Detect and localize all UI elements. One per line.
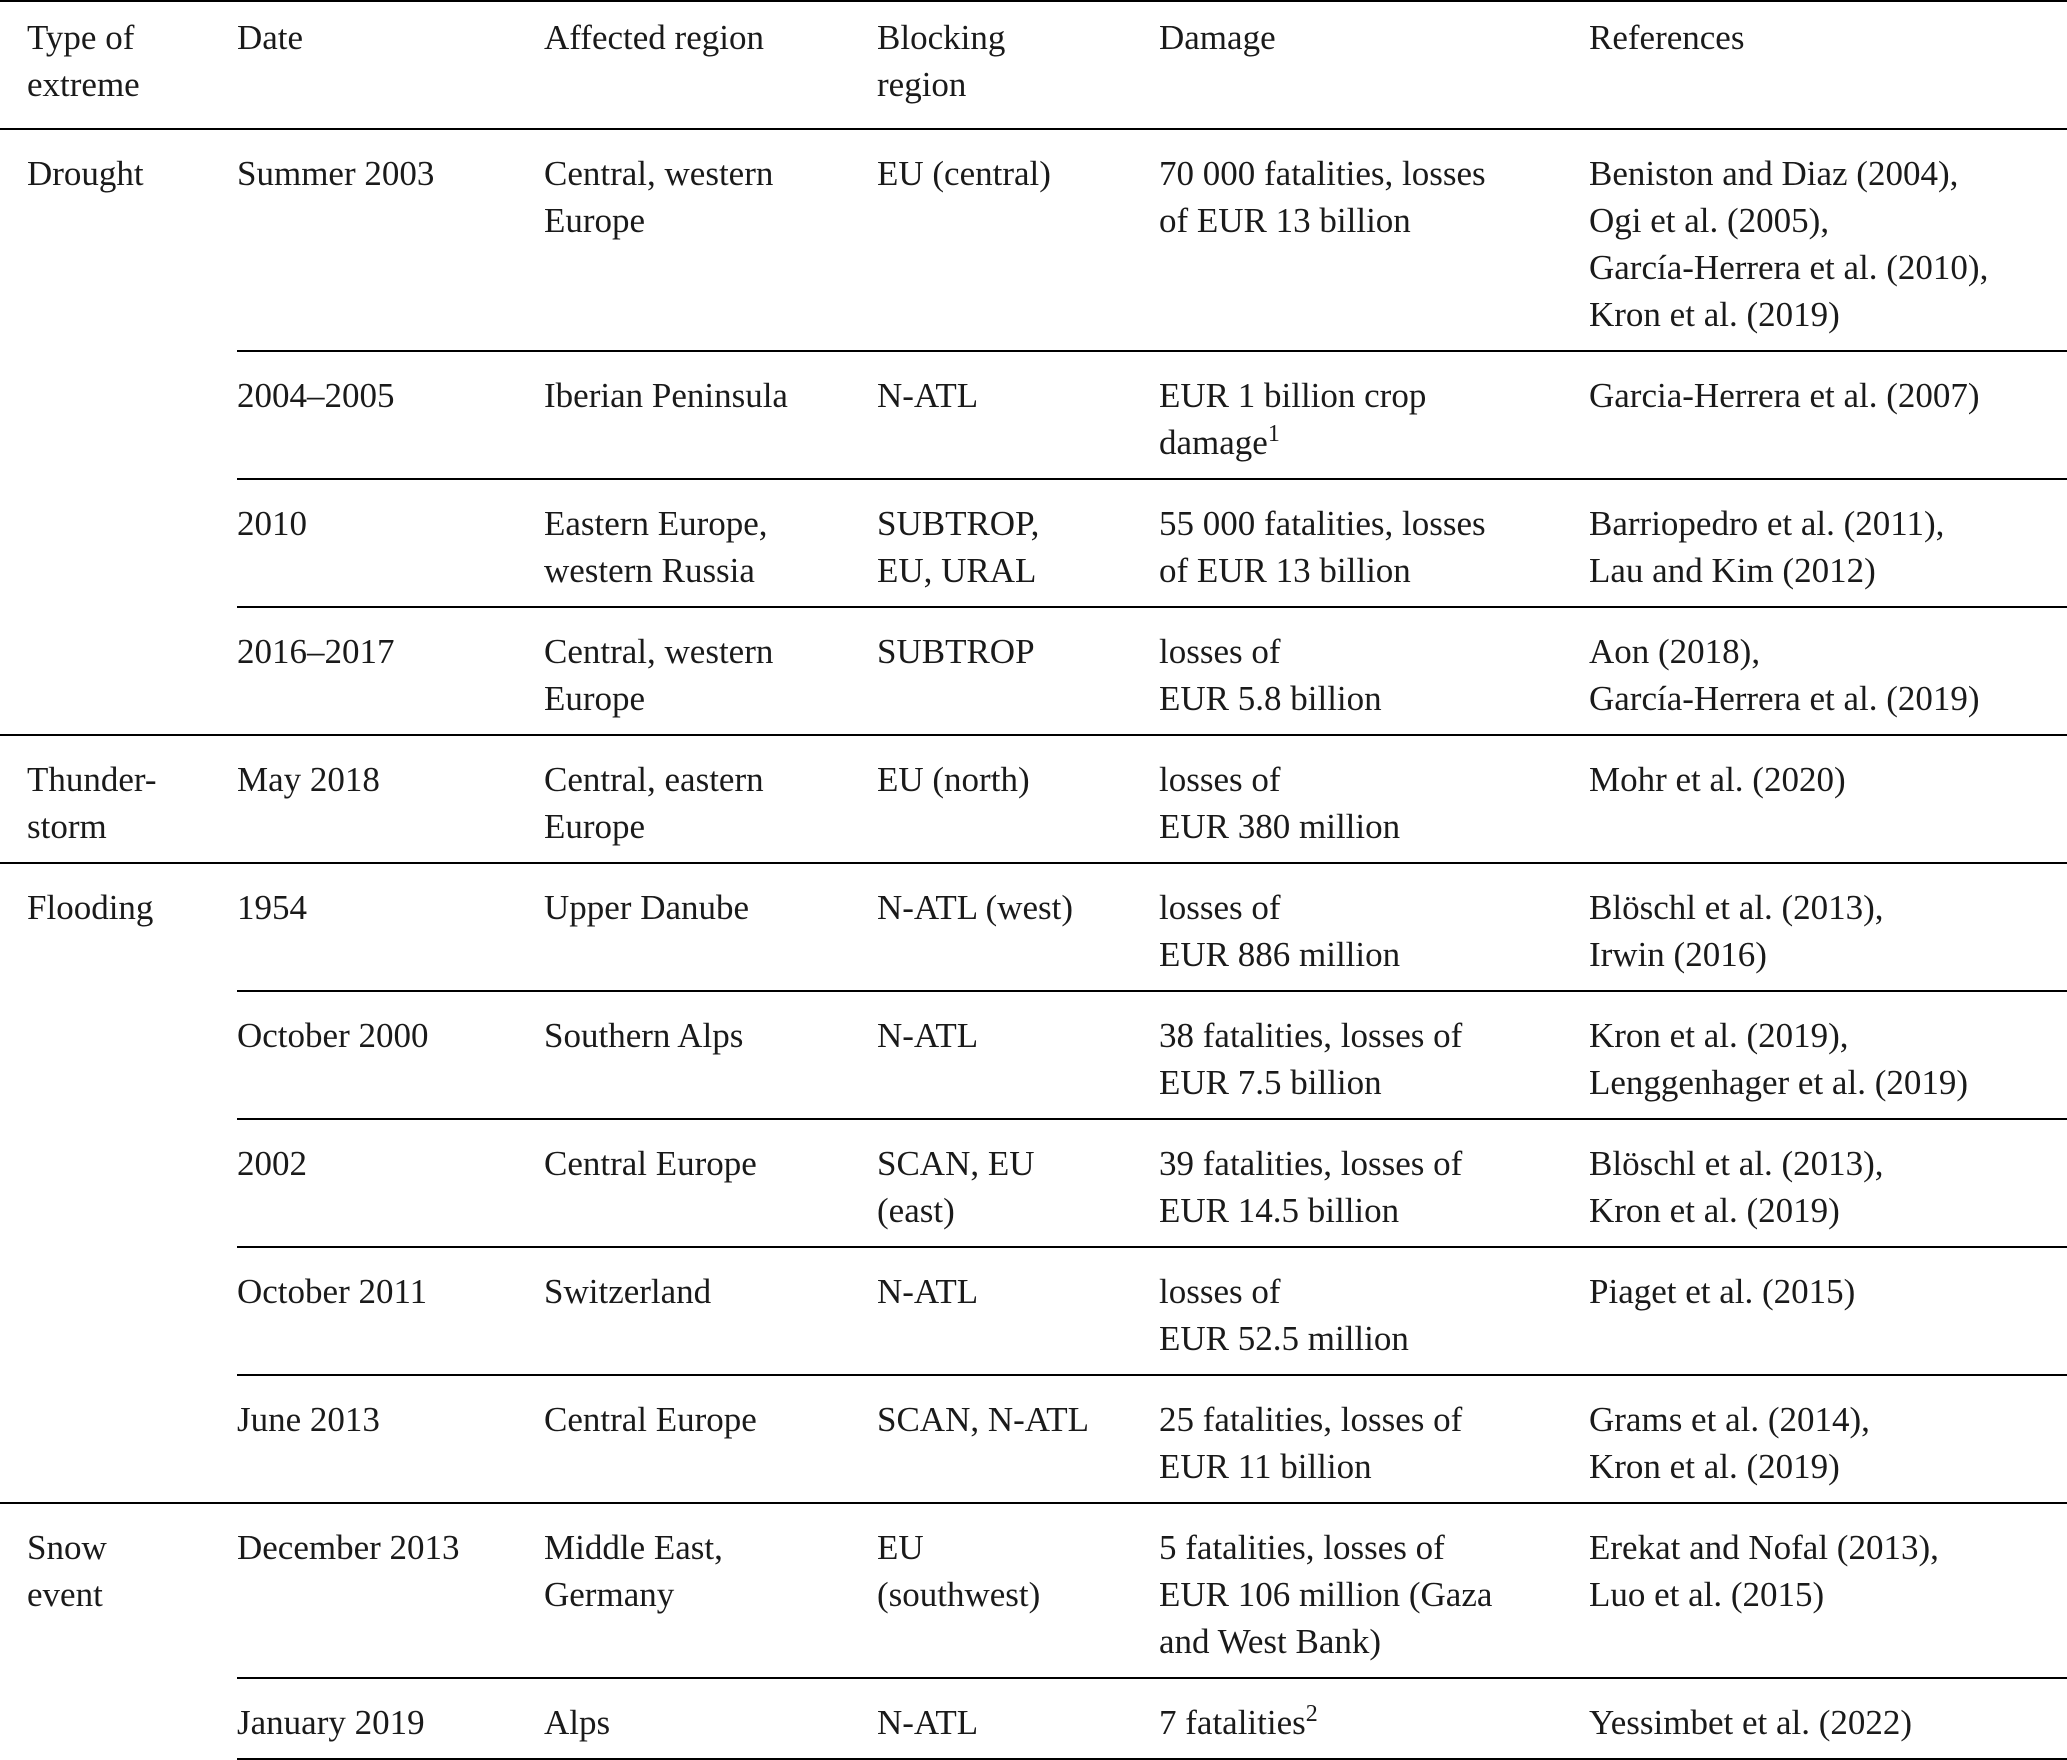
damage-cell: [1159, 1119, 1589, 1247]
damage-line: EUR 5.8 billion: [1159, 679, 1382, 718]
references-cell: [1589, 607, 2067, 735]
damage-line: EUR 7.5 billion: [1159, 1063, 1382, 1102]
date-line: 1954: [237, 888, 307, 927]
references-cell: [1589, 1119, 2067, 1247]
damage-cell: [1159, 735, 1589, 863]
references-cell: [1589, 129, 2067, 351]
blocking-line: SUBTROP: [877, 632, 1035, 671]
region-line: Central Europe: [544, 1400, 757, 1439]
references-line: Ogi et al. (2005),: [1589, 201, 1830, 240]
damage-line: and West Bank): [1159, 1622, 1382, 1661]
table-row: [0, 1375, 2067, 1503]
blocking-region-cell: [877, 129, 1159, 351]
date-line: May 2018: [237, 760, 380, 799]
references-line: Beniston and Diaz (2004),: [1589, 154, 1959, 193]
table-row: [0, 1503, 2067, 1678]
table-row: [0, 129, 2067, 351]
damage-cell: [1159, 1678, 1589, 1759]
region-line: western Russia: [544, 551, 755, 590]
blocking-region-cell: [877, 1503, 1159, 1678]
damage-line: 5 fatalities, losses of: [1159, 1528, 1445, 1567]
damage-line: EUR 886 million: [1159, 935, 1401, 974]
damage-line: EUR 52.5 million: [1159, 1319, 1409, 1358]
blocking-line: N-ATL: [877, 1272, 979, 1311]
references-cell: [1589, 735, 2067, 863]
header-region-line: Affected region: [544, 18, 764, 57]
region-line: Central, western: [544, 154, 774, 193]
date-line: Summer 2003: [237, 154, 435, 193]
references-line: Kron et al. (2019): [1589, 1191, 1840, 1230]
damage-line: damage$^1$: [1159, 420, 1280, 462]
damage-cell: [1159, 351, 1589, 479]
blocking-line: SCAN, EU: [877, 1144, 1035, 1183]
region-line: Central, western: [544, 632, 774, 671]
references-cell: [1589, 351, 2067, 479]
damage-line: EUR 14.5 billion: [1159, 1191, 1400, 1230]
date-line: October 2011: [237, 1272, 428, 1311]
affected-region-cell: [544, 1375, 877, 1503]
blocking-region-cell: [877, 863, 1159, 991]
references-line: Luo et al. (2015): [1589, 1575, 1825, 1614]
blocking-line: N-ATL: [877, 1016, 979, 1055]
table-body: [0, 129, 2067, 1759]
date-cell: [237, 1375, 544, 1503]
blocking-line: SUBTROP,: [877, 504, 1040, 543]
date-line: December 2013: [237, 1528, 460, 1567]
blocking-region-cell: [877, 1375, 1159, 1503]
blocking-line: EU (central): [877, 154, 1051, 193]
table-row: [0, 607, 2067, 735]
type-line: Thunder-: [27, 760, 157, 799]
references-line: Irwin (2016): [1589, 935, 1767, 974]
header-references: [1589, 1, 2067, 129]
header-references-line: References: [1589, 18, 1745, 57]
blocking-region-cell: [877, 479, 1159, 607]
date-cell: [237, 351, 544, 479]
date-cell: [237, 1503, 544, 1678]
region-line: Iberian Peninsula: [544, 376, 788, 415]
damage-line: losses of: [1159, 1272, 1281, 1311]
blocking-region-cell: [877, 1119, 1159, 1247]
blocking-region-cell: [877, 1678, 1159, 1759]
blocking-line: EU (north): [877, 760, 1030, 799]
damage-cell: [1159, 1503, 1589, 1678]
table-row: [0, 1678, 2067, 1759]
references-line: Garcia-Herrera et al. (2007): [1589, 376, 1980, 415]
region-line: Southern Alps: [544, 1016, 744, 1055]
references-line: Lau and Kim (2012): [1589, 551, 1876, 590]
references-line: Blöschl et al. (2013),: [1589, 888, 1884, 927]
type-of-extreme-cell: [0, 735, 237, 863]
blocking-line: EU: [877, 1528, 924, 1567]
blocking-line: SCAN, N-ATL: [877, 1400, 1089, 1439]
affected-region-cell: [544, 1119, 877, 1247]
blocking-line: N-ATL: [877, 1703, 979, 1742]
table-row: [0, 1119, 2067, 1247]
header-blocking-line: Blocking: [877, 18, 1006, 57]
date-cell: [237, 1119, 544, 1247]
damage-line: 38 fatalities, losses of: [1159, 1016, 1463, 1055]
date-cell: [237, 607, 544, 735]
blocking-line: EU, URAL: [877, 551, 1037, 590]
table-row: [0, 479, 2067, 607]
references-cell: [1589, 1375, 2067, 1503]
damage-line: 55 000 fatalities, losses: [1159, 504, 1486, 543]
damage-line: of EUR 13 billion: [1159, 201, 1411, 240]
header-date: [237, 1, 544, 129]
date-cell: [237, 1678, 544, 1759]
blocking-region-cell: [877, 351, 1159, 479]
blocking-region-cell: [877, 991, 1159, 1119]
type-of-extreme-cell: [0, 1503, 237, 1759]
date-cell: [237, 129, 544, 351]
date-line: 2002: [237, 1144, 307, 1183]
header-damage: [1159, 1, 1589, 129]
damage-cell: [1159, 1375, 1589, 1503]
references-cell: [1589, 1678, 2067, 1759]
date-line: October 2000: [237, 1016, 429, 1055]
references-line: Mohr et al. (2020): [1589, 760, 1846, 799]
affected-region-cell: [544, 1678, 877, 1759]
damage-line: EUR 380 million: [1159, 807, 1401, 846]
references-line: Blöschl et al. (2013),: [1589, 1144, 1884, 1183]
type-of-extreme-cell: [0, 129, 237, 735]
date-cell: [237, 863, 544, 991]
region-line: Germany: [544, 1575, 675, 1614]
affected-region-cell: [544, 1503, 877, 1678]
footnote-marker: 2: [1305, 1700, 1318, 1727]
affected-region-cell: [544, 1247, 877, 1375]
date-line: June 2013: [237, 1400, 380, 1439]
affected-region-cell: [544, 735, 877, 863]
references-line: Barriopedro et al. (2011),: [1589, 504, 1945, 543]
damage-line: losses of: [1159, 632, 1281, 671]
references-cell: [1589, 479, 2067, 607]
region-line: Eastern Europe,: [544, 504, 768, 543]
date-cell: [237, 991, 544, 1119]
blocking-region-cell: [877, 735, 1159, 863]
date-line: 2004–2005: [237, 376, 395, 415]
date-line: 2016–2017: [237, 632, 395, 671]
damage-cell: [1159, 1247, 1589, 1375]
header-type-line: extreme: [27, 65, 140, 104]
references-line: Yessimbet et al. (2022): [1589, 1703, 1913, 1742]
table-row: [0, 991, 2067, 1119]
affected-region-cell: [544, 351, 877, 479]
table-row: [0, 863, 2067, 991]
type-line: Snow: [27, 1528, 107, 1567]
references-line: Piaget et al. (2015): [1589, 1272, 1856, 1311]
date-cell: [237, 1247, 544, 1375]
date-line: 2010: [237, 504, 307, 543]
header-blocking-region: [877, 1, 1159, 129]
blocking-line: N-ATL: [877, 376, 979, 415]
references-line: Kron et al. (2019): [1589, 295, 1840, 334]
type-line: event: [27, 1575, 103, 1614]
table-header: [0, 1, 2067, 129]
type-line: Drought: [27, 154, 144, 193]
region-line: Europe: [544, 201, 646, 240]
damage-line: EUR 106 million (Gaza: [1159, 1575, 1493, 1614]
date-cell: [237, 479, 544, 607]
affected-region-cell: [544, 607, 877, 735]
table-row: [0, 735, 2067, 863]
damage-line: losses of: [1159, 760, 1281, 799]
header-date-line: Date: [237, 18, 304, 57]
blocking-region-cell: [877, 1247, 1159, 1375]
table-row: [0, 1247, 2067, 1375]
references-cell: [1589, 1247, 2067, 1375]
region-line: Switzerland: [544, 1272, 712, 1311]
references-cell: [1589, 1503, 2067, 1678]
damage-cell: [1159, 607, 1589, 735]
type-line: Flooding: [27, 888, 154, 927]
region-line: Central, eastern: [544, 760, 764, 799]
references-line: Kron et al. (2019),: [1589, 1016, 1849, 1055]
references-line: Erekat and Nofal (2013),: [1589, 1528, 1939, 1567]
damage-cell: [1159, 991, 1589, 1119]
references-line: García-Herrera et al. (2019): [1589, 679, 1980, 718]
region-line: Europe: [544, 807, 646, 846]
type-line: storm: [27, 807, 107, 846]
blocking-line: (east): [877, 1191, 955, 1230]
damage-cell: [1159, 129, 1589, 351]
references-line: Grams et al. (2014),: [1589, 1400, 1870, 1439]
affected-region-cell: [544, 129, 877, 351]
header-damage-line: Damage: [1159, 18, 1276, 57]
header-affected-region: [544, 1, 877, 129]
footnote-marker: 1: [1267, 420, 1280, 447]
references-line: Kron et al. (2019): [1589, 1447, 1840, 1486]
header-blocking-line: region: [877, 65, 967, 104]
blocking-region-cell: [877, 607, 1159, 735]
references-line: Aon (2018),: [1589, 632, 1761, 671]
table-row: [0, 351, 2067, 479]
header-row: [0, 1, 2067, 129]
damage-cell: [1159, 479, 1589, 607]
date-cell: [237, 735, 544, 863]
damage-line: 25 fatalities, losses of: [1159, 1400, 1463, 1439]
affected-region-cell: [544, 863, 877, 991]
references-line: Lenggenhager et al. (2019): [1589, 1063, 1969, 1102]
region-line: Central Europe: [544, 1144, 757, 1183]
blocking-line: (southwest): [877, 1575, 1041, 1614]
references-cell: [1589, 991, 2067, 1119]
header-type-line: Type of: [27, 18, 135, 57]
damage-line: 39 fatalities, losses of: [1159, 1144, 1463, 1183]
damage-cell: [1159, 863, 1589, 991]
date-line: January 2019: [237, 1703, 425, 1742]
damage-line: 70 000 fatalities, losses: [1159, 154, 1486, 193]
header-type: [0, 1, 237, 129]
region-line: Middle East,: [544, 1528, 723, 1567]
region-line: Europe: [544, 679, 646, 718]
damage-line: of EUR 13 billion: [1159, 551, 1411, 590]
damage-line: 7 fatalities$^2$: [1159, 1700, 1318, 1742]
damage-line: EUR 11 billion: [1159, 1447, 1372, 1486]
region-line: Alps: [544, 1703, 611, 1742]
blocking-line: N-ATL (west): [877, 888, 1074, 927]
damage-line: EUR 1 billion crop: [1159, 376, 1427, 415]
affected-region-cell: [544, 479, 877, 607]
region-line: Upper Danube: [544, 888, 750, 927]
damage-line: losses of: [1159, 888, 1281, 927]
references-cell: [1589, 863, 2067, 991]
type-of-extreme-cell: [0, 863, 237, 1503]
references-line: García-Herrera et al. (2010),: [1589, 248, 1989, 287]
affected-region-cell: [544, 991, 877, 1119]
